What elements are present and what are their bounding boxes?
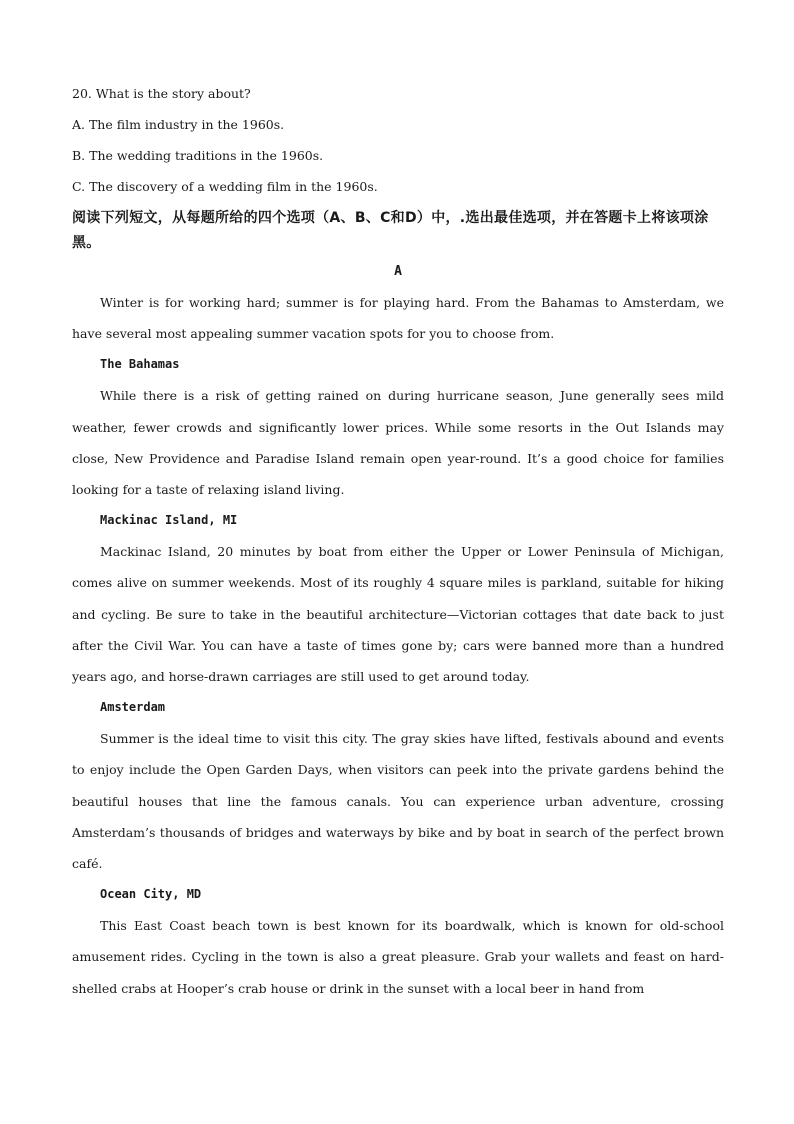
section-heading-bahamas: The Bahamas: [100, 357, 180, 372]
section-heading-amsterdam: Amsterdam: [100, 700, 166, 715]
reading-instruction: 阅读下列短文，从每题所给的四个选项（A、B、C和D）中，.选出最佳选项，并在答题卡上将该项涂黑。: [72, 210, 709, 251]
option-c: C. The discovery of a wedding film in the 1960s.: [72, 179, 378, 194]
document-page: [72, 78, 724, 1004]
question-stem: 20. What is the story about?: [72, 86, 251, 101]
passage-letter: A: [394, 264, 402, 279]
section-heading-mackinac: Mackinac Island, MI: [100, 513, 238, 528]
option-a: A. The film industry in the 1960s.: [72, 117, 285, 132]
section-body-bahamas: While there is a risk of getting rained on during hurricane season, June generally sees mild weather, fewer crowds and significantly lower prices. While some resorts in the Out Islands may close, New Providence and Paradise Island remain open year-round. It’s a good choice for families looking for a taste of relaxing island living.: [72, 388, 724, 498]
section-body-mackinac: Mackinac Island, 20 minutes by boat from either the Upper or Lower Peninsula of Michigan, comes alive on summer weekends. Most of its roughly 4 square miles is parkland, suitable for hiking and cycling. Be sure to take in the beautiful architecture—Victorian cottages that date back to just after the Civil War. You can have a taste of times gone by; cars were banned more than a hundred years ago, and horse-drawn carriages are still used to get around today.: [72, 544, 724, 685]
option-b: B. The wedding traditions in the 1960s.: [72, 148, 324, 163]
section-heading-ocean-city: Ocean City, MD: [100, 887, 202, 902]
section-body-ocean-city: This East Coast beach town is best known for its boardwalk, which is known for old-school amusement rides. Cycling in the town is also a great pleasure. Grab your wallets and feast on hard-shelled crabs at Hooper’s crab house or drink in the sunset with a local beer in hand from: [72, 918, 724, 996]
passage-intro: Winter is for working hard; summer is for playing hard. From the Bahamas to Amsterdam, we have several most appealing summer vacation spots for you to choose from.: [72, 295, 724, 342]
section-body-amsterdam: Summer is the ideal time to visit this city. The gray skies have lifted, festivals abound and events to enjoy include the Open Garden Days, when visitors can peek into the private gardens behind the beautiful houses that line the famous canals. You can experience urban adventure, crossing Amsterdam’s thousands of bridges and waterways by bike and by boat in search of the perfect brown café.: [72, 731, 724, 872]
